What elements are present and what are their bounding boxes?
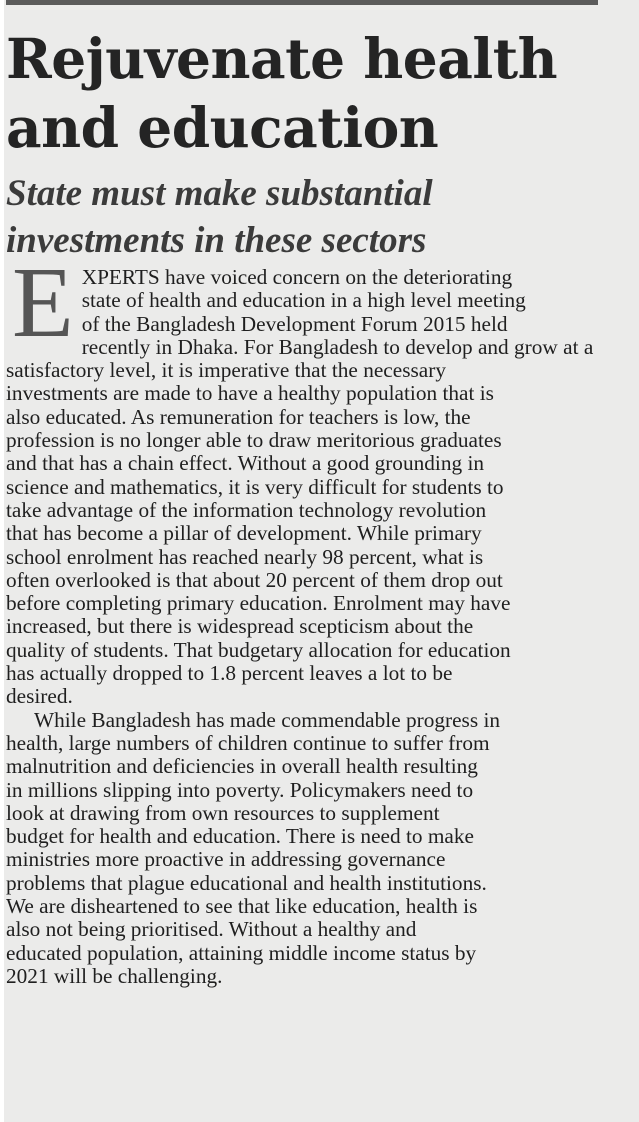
text-line: profession is no longer able to draw meritorious graduates: [6, 428, 502, 453]
text-line: recently in Dhaka. For Bangladesh to develop and grow at a: [81, 334, 594, 359]
text-line: desired.: [6, 684, 73, 709]
text-line: budget for health and education. There is need to make: [6, 824, 474, 849]
text-line: before completing primary education. Enrolment may have: [6, 591, 511, 616]
text-line: health, large numbers of children continue to suffer from: [6, 730, 490, 755]
paragraph-1: [6, 246, 600, 709]
text-line: While Bangladesh has made commendable progress in: [34, 707, 501, 732]
text-line: XPERTS have voiced concern on the deteriorating: [81, 265, 513, 289]
text-line: science and mathematics, it is very difficult for students to: [6, 474, 504, 499]
headline: [6, 24, 626, 162]
text-line: problems that plague educational and health institutions.: [6, 870, 487, 895]
text-line: in millions slipping into poverty. Policymakers need to: [6, 777, 474, 802]
text-line: look at drawing from own resources to supplement: [6, 800, 440, 825]
text-line: that has become a pillar of development. While primary: [6, 521, 482, 546]
text-line: take advantage of the information technology revolution: [6, 497, 487, 522]
text-line: malnutrition and deficiencies in overall health resulting: [6, 754, 478, 779]
text-line: of the Bangladesh Development Forum 2015 held: [81, 311, 508, 336]
headline-line-2: and education: [6, 95, 439, 160]
scan-left-margin: [0, 0, 4, 1122]
top-rule: [6, 0, 598, 5]
subheadline-line-1: State must make substantial: [6, 173, 433, 214]
subheadline: [6, 170, 626, 264]
text-line: has actually dropped to 1.8 percent leaves a lot to be: [6, 661, 453, 686]
text-line: investments are made to have a healthy population that is: [6, 381, 494, 406]
text-line: school enrolment has reached nearly 98 percent, what is: [6, 544, 484, 569]
article-body: [6, 246, 600, 988]
text-line: 2021 will be challenging.: [6, 963, 223, 988]
text-line: also educated. As remuneration for teachers is low, the: [6, 404, 471, 429]
text-line: increased, but there is widespread scepticism about the: [6, 614, 474, 639]
text-line: state of health and education in a high level meeting: [81, 288, 526, 313]
drop-cap: E: [12, 246, 74, 358]
paragraph-2: [6, 709, 600, 989]
text-line: ministries more proactive in addressing governance: [6, 847, 446, 872]
subheadline-line-2: investments in these sectors: [6, 220, 427, 261]
text-line: often overlooked is that about 20 percent of them drop out: [6, 567, 503, 592]
text-line: We are disheartened to see that like education, health is: [6, 894, 478, 919]
text-line: and that has a chain effect. Without a good grounding in: [6, 451, 485, 476]
text-line: also not being prioritised. Without a healthy and: [6, 917, 417, 942]
text-line: quality of students. That budgetary allocation for education: [6, 637, 511, 662]
headline-line-1: Rejuvenate health: [6, 26, 558, 91]
text-line: satisfactory level, it is imperative that the necessary: [6, 358, 446, 383]
text-line: educated population, attaining middle income status by: [6, 940, 477, 965]
